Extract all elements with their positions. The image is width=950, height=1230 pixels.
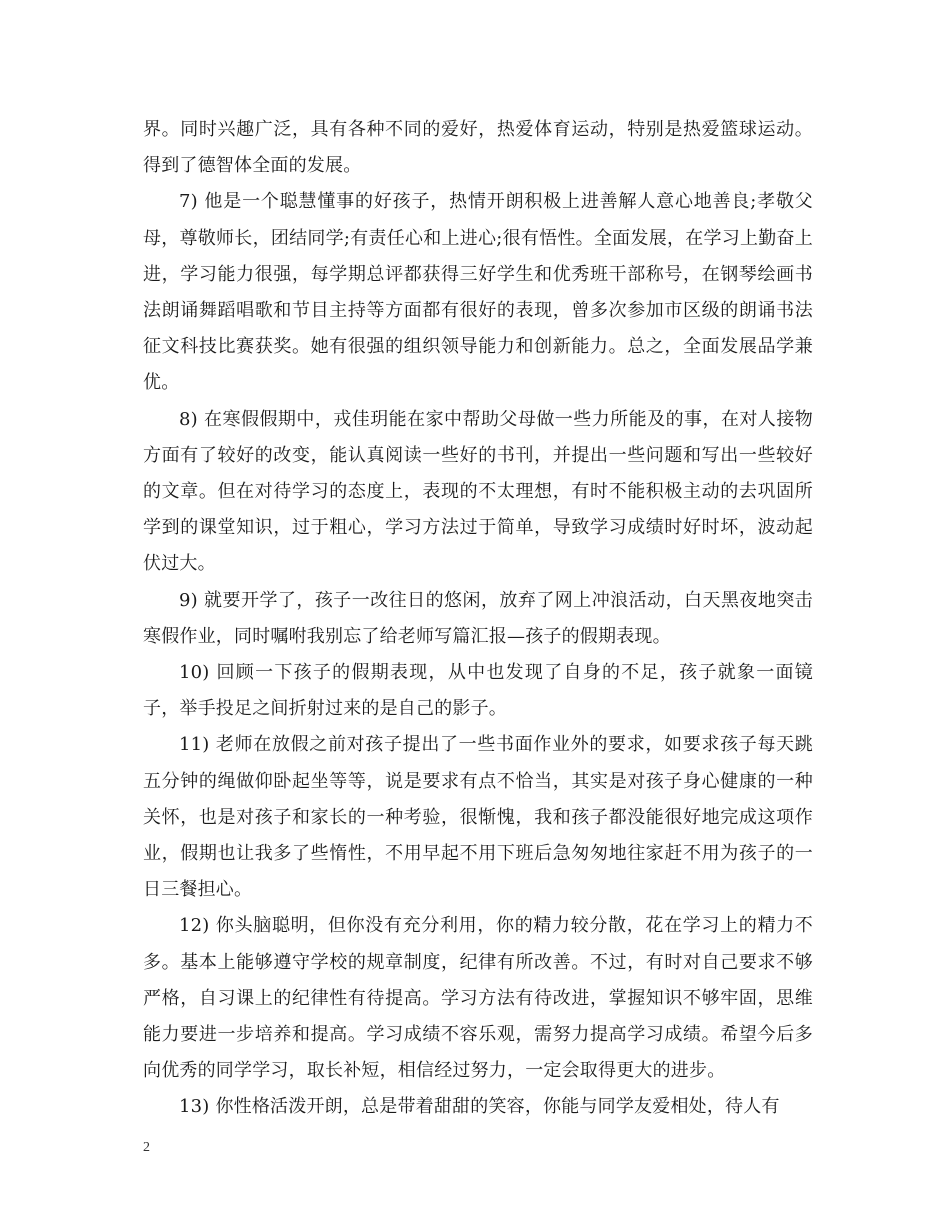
paragraph-item-7: 7) 他是一个聪慧懂事的好孩子，热情开朗积极上进善解人意心地善良;孝敬父母，尊敬师长，团结同学;有责任心和上进心;很有悟性。全面发展，在学习上勤奋上进，学习能力很强，每学期总评都获得三好学生和优秀班干部称号，在钢琴绘画书法朗诵舞蹈唱歌和节目主持等方面都有很好的表现，曾多次参加市区级的朗诵书法征文科技比赛获奖。她有很强的组织领导能力和创新能力。总之，全面发展品学兼优。 [143, 191, 813, 394]
paragraph-item-13: 13) 你性格活泼开朗，总是带着甜甜的笑容，你能与同学友爱相处，待人有 [179, 1096, 780, 1118]
paragraph-continuation: 界。同时兴趣广泛，具有各种不同的爱好，热爱体育运动，特别是热爱篮球运动。得到了德智体全面的发展。 [143, 119, 813, 177]
body-text [143, 112, 813, 1126]
paragraph-item-10: 10) 回顾一下孩子的假期表现，从中也发现了自身的不足，孩子就象一面镜子，举手投足之间折射过来的是自己的影子。 [143, 662, 813, 720]
paragraph-item-11: 11) 老师在放假之前对孩子提出了一些书面作业外的要求，如要求孩子每天跳五分钟的绳做仰卧起坐等等，说是要求有点不恰当，其实是对孩子身心健康的一种关怀，也是对孩子和家长的一种考验，很惭愧，我和孩子都没能很好地完成这项作业，假期也让我多了些惰性，不用早起不用下班后急匆匆地往家赶不用为孩子的一日三餐担心。 [143, 734, 813, 901]
page-number: 2 [143, 1140, 150, 1155]
paragraph-item-9: 9) 就要开学了，孩子一改往日的悠闲，放弃了网上冲浪活动，白天黑夜地突击寒假作业，同时嘱咐我别忘了给老师写篇汇报—孩子的假期表现。 [143, 589, 813, 647]
paragraph-item-12: 12) 你头脑聪明，但你没有充分利用，你的精力较分散，花在学习上的精力不多。基本上能够遵守学校的规章制度，纪律有所改善。不过，有时对自己要求不够严格，自习课上的纪律性有待提高。学习方法有待改进，掌握知识不够牢固，思维能力要进一步培养和提高。学习成绩不容乐观，需努力提高学习成绩。希望今后多向优秀的同学学习，取长补短，相信经过努力，一定会取得更大的进步。 [143, 915, 813, 1082]
paragraph-item-8: 8) 在寒假假期中，戎佳玥能在家中帮助父母做一些力所能及的事，在对人接物方面有了较好的改变，能认真阅读一些好的书刊，并提出一些问题和写出一些较好的文章。但在对待学习的态度上，表现的不太理想，有时不能积极主动的去巩固所学到的课堂知识，过于粗心，学习方法过于简单，导致学习成绩时好时坏，波动起伏过大。 [143, 408, 813, 575]
